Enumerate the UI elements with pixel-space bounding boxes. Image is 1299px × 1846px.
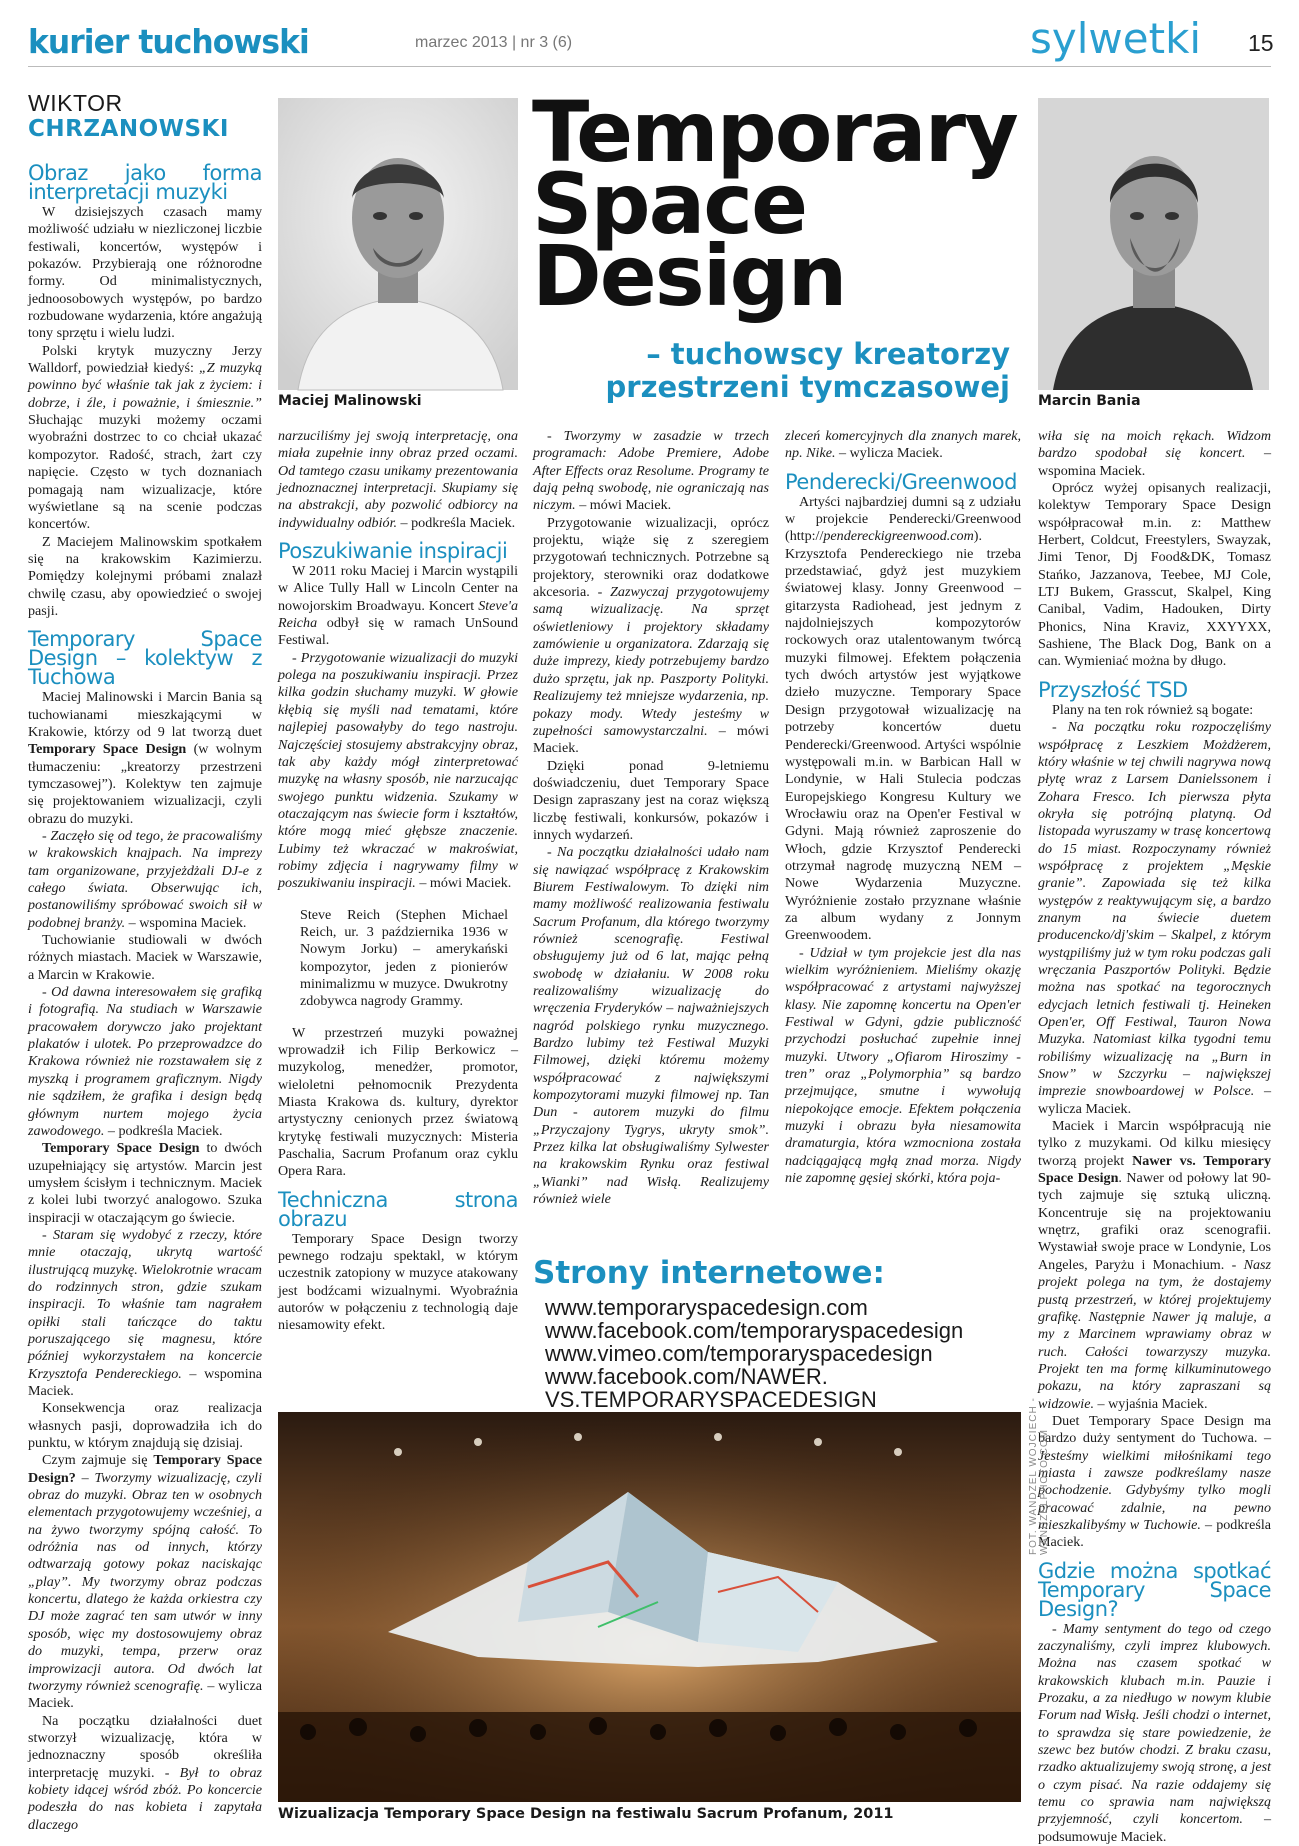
subheading-kolektyw: Temporary Space Design – kolektyw z Tuchowa <box>28 627 262 690</box>
paragraph: Duet Temporary Space Design ma bardzo duży sentyment do Tuchowa. – Jesteśmy wielkimi miłośnikami tego miasta i zawsze podkreślamy nasze pochodzenie. Gdybyśmy tylko mogli pracować zdalnie, na pewno mieszkalibyśmy w Tuchowie. – podkreśla Maciek. <box>1038 1412 1271 1551</box>
masthead-logo: kurier tuchowski <box>28 22 309 61</box>
column-4 <box>785 428 1021 1233</box>
paragraph: - Na początku działalności udało nam się nawiązać współpracę z Krakowskim Biurem Festiwalowym. To dzięki nim mamy możliwość realizowania festiwalu Sacrum Profanum, dla którego tworzymy również scenografię. Festiwal obsługujemy już od 6 lat, mając pełną swobodę w działaniu. W 2008 roku realizowaliśmy wizualizację do wręczenia Fryderyków – najważniejszych nagród polskiego rynku muzycznego. Bardzo lubimy też Festiwal Muzyki Filmowej, dzięki któremu możemy współpracować z największymi kompozytorami muzyki filmowej np. Tan Dun - autorem muzyki do filmu „Przyczajony Tygrys, ukryty smok”. Przez kilka lat obsługiwaliśmy Sylwester na krakowskim Rynku oraz festiwal „Wianki” nad Wisłą. Realizujemy również wiele <box>533 844 769 1208</box>
paragraph: Temporary Space Design tworzy pewnego rodzaju spektakl, w którym uczestnik zatopiony w muzyce atakowany jest bodźcami wizualnymi. Wyobraźnia autorów w połączeniu z technologią daje niesamowity efekt. <box>278 1230 518 1334</box>
paragraph: Maciej Malinowski i Marcin Bania są tuchowianami mieszkającymi w Krakowie, którzy od 9 lat tworzą duet Temporary Space Design (w wolnym tłumaczeniu: „kreatorzy przestrzeni tymczasowej”). Kolektyw ten zajmuje się projektowaniem wizualizacji, czyli obrazu do muzyki. <box>28 689 262 827</box>
portrait-caption-left: Maciej Malinowski <box>278 393 422 409</box>
paragraph: Oprócz wyżej opisanych realizacji, kolektyw Temporary Space Design współpracował m.in. z: Matthew Herbert, Coldcut, Freestylers, Swayzak, Jimi Tenor, Dj Food&DK, Tomasz Stańko, Jazzanova, Teebee, MJ Cole, LTJ Bukem, Grasscut, Skalpel, King Canibal, Vadim, Hadouken, Dirty Phonics, Nina Kraviz, XXYYXX, Sashiene, The Black Dog, Bank on a can. Wymieniać można by długo. <box>1038 480 1271 670</box>
concert-caption: Wizualizacja Temporary Space Design na festiwalu Sacrum Profanum, 2011 <box>278 1806 894 1822</box>
article-title <box>532 83 1017 325</box>
title-line-3: Design <box>532 227 846 325</box>
paragraph: - Na początku roku rozpoczęliśmy współpracę z Leszkiem Możdżerem, który właśnie w tej chwili nagrywa nową płytę wraz z Larsem Danielssonem i Zohara Fresco. Ich pierwsza płyta okryła się potrójną platyną. Od listopada wyruszamy w trasę koncertową do 15 miast. Rozpoczynamy również współpracę z projektem „Męskie granie”. Zapowiada się też kilka występów z reaktywującym się, a bardzo znanym na świecie duetem producencko/dj'skim – Skalpel, z którym wystąpiliśmy już w tym roku podczas gali wręczania Paszportów Polityki. Będzie można nas spotkać na tegorocznych edycjach letnich festiwali tj. Heineken Open'er, Off Festiwal, Tauron Nowa Muzyka. Natomiast kilka tygodni temu robiliśmy wizualizację na „Burn in Snow” w Szczyrku – największej imprezie snowboardowej w Polsce. – wylicza Maciek. <box>1038 719 1271 1117</box>
paragraph: Maciek i Marcin współpracują nie tylko z muzykami. Od kilku miesięcy tworzą projekt Nawer vs. Temporary Space Design. Nawer od połowy lat 90-tych zajmuje się sztuką uliczną. Koncentruje się na projektowaniu wnętrz, grafiki oraz scenografii. Wystawiał swoje prace w Londynie, Los Angeles, Paryżu i Monachium. - Nasz projekt polega na tym, że dostajemy pustą przestrzeń, w której projektujemy grafikę. Następnie Nawer ją maluje, a my z Marcinem wprawiamy obraz w ruch. Całości towarzyszy muzyka. Projekt ten ma formę kilkuminutowego pokazu, na który zapraszani są widzowie. – wyjaśnia Maciek. <box>1038 1118 1272 1412</box>
paragraph: wiła się na moich rękach. Widzom bardzo spodobał się koncert. – wspomina Maciek. <box>1038 428 1271 479</box>
issue-info: marzec 2013 | nr 3 (6) <box>415 34 573 51</box>
header-rule <box>28 66 1271 67</box>
paragraph: Czym zajmuje się Temporary Space Design? – Tworzymy wizualizację, czyli obraz do muzyki. Obraz ten w osobnych elementach przygotowujemy wcześniej, a na żywo tworzymy spójną całość. To odróżnia nas od innych, którzy odtwarzają gotowy pokaz naciskając „play”. My tworzymy obraz podczas koncertu, dlatego że każda orkiestra czy DJ może zagrać ten sam utwór w inny sposób, więc my dostosowujemy obraz do muzyki, tempa, przerw oraz improwizacji autora. Od dwóch lat tworzymy również scenografię. – wylicza Maciek. <box>28 1452 262 1712</box>
paragraph: Konsekwencja oraz realizacja własnych pasji, doprowadziła ich do punktu, w którym znajdują się dzisiaj. <box>28 1400 262 1452</box>
concert-photo <box>278 1412 1021 1802</box>
subheading-obraz: Obraz jako forma interpretacji muzyki <box>28 161 262 204</box>
author-last-name: CHRZANOWSKI <box>28 116 229 142</box>
paragraph: W dzisiejszych czasach mamy możliwość udziału w niezliczonej liczbie festiwali, koncertów, występów i pokazów. Przybierają one różnorodne formy. Od minimalistycznych, jednoosobowych występów, po bardzo rozbudowane wydarzenia, które angażują tony sprzętu i wielu ludzi. <box>28 204 262 342</box>
links-heading: Strony internetowe: <box>533 1255 885 1291</box>
portrait-maciej-malinowski <box>278 98 518 390</box>
column-1 <box>28 158 263 1833</box>
links-list <box>545 1296 963 1411</box>
paragraph: - Zaczęło się od tego, że pracowaliśmy w krakowskich knajpach. Na imprezy tam organizowane, przyjeżdżali DJ-e z całego świata. Obserwując ich, postanowiliśmy spróbować swoich sił w podobnej branży. – wspomina Maciek. <box>28 828 262 931</box>
paragraph: - Staram się wydobyć z rzeczy, które mnie otaczają, ukrytą wartość ilustrującą muzykę. Wielokrotnie wracam do rodzinnych stron, gdzie szukam inspiracji. To właśnie tam nagrałem opiłki stali tańczące do taktu poruszającego się magnesu, które później wykorzystałem na koncercie Krzysztofa Pendereckiego. – wspomina Maciek. <box>28 1226 262 1399</box>
link-vimeo[interactable]: www.vimeo.com/temporaryspacedesign <box>545 1341 933 1366</box>
paragraph: Artyści najbardziej dumni są z udziału w projekcie Penderecki/Greenwood (http://pendereckigreenwood.com). Krzysztofa Pendereckiego nie trzeba przedstawiać, gdyż jest muzykiem światowej klasy. Jonny Greenwood – gitarzysta Radiohead, jest jednym z najdolniejszych kompozytorów rockowych oraz utalentowanym twórcą muzyki filmowej. Efektem połączenia tych dwóch artystów jest wyjątkowe dzieło muzyczne. Temporary Space Design przygotował wizualizację na potrzeby koncertów duetu Penderecki/Greenwood. Artyści wspólnie występowali m.in. w Barbican Hall w Londynie, w Hali Stulecia podczas Europejskiego Kongresu Kultury we Wrocławiu oraz na Open'er Festival w Gdyni. Mają również zaproszenie do Włoch, gdzie Krzysztof Penderecki otrzymał nagrodę muzyczną NEM – Nowe Wydarzenia Muzyczne. Wyróżnienie zostało przyznane właśnie za album wydany z Jonnym Greenwoodem. <box>785 493 1021 944</box>
subheading-inspiracji: Poszukiwanie inspiracji <box>278 539 508 564</box>
paragraph: Na początku działalności duet stworzył wizualizację, która w jednoznaczny sposób określiła interpretację muzyki. - Był to obraz kobiety idącej wśród zbóż. Po koncercie podeszła do nas kobieta i zapytała dlaczego <box>28 1712 263 1833</box>
paragraph: W przestrzeń muzyki poważnej wprowadził ich Filip Berkowicz – muzykolog, menedżer, promotor, wieloletni pełnomocnik Prezydenta Miasta Krakowa ds. kultury, dyrektor artystyczny cenionych przez światową krytykę festiwali muzycznych: Misteria Paschalia, Sacrum Profanum oraz cyklu Opera Rara. <box>278 1024 518 1180</box>
paragraph: Dzięki ponad 9-letniemu doświadczeniu, duet Temporary Space Design zapraszany jest na coraz większą liczbę festiwali, konkursów, pokazów i innych wydarzeń. <box>533 757 769 843</box>
paragraph: - Od dawna interesowałem się grafiką i fotografią. Na studiach w Warszawie pracowałem dorywczo jako projektant plakatów i ulotek. Po przeprowadzce do Krakowa również nie rozstawałem się z myszką i programem graficznym. Nigdy nie sądziłem, że grafika i design będą głównym nurtem mojego życia zawodowego. – podkreśla Maciek. <box>28 984 262 1139</box>
link-facebook[interactable]: www.facebook.com/temporaryspacedesign <box>545 1318 964 1343</box>
paragraph: zleceń komercyjnych dla znanych marek, np. Nike. – wylicza Maciek. <box>785 428 1021 462</box>
subheading-techniczna: Techniczna strona obrazu <box>278 1187 518 1231</box>
subheading-penderecki: Penderecki/Greenwood <box>785 469 1017 494</box>
paragraph: Polski krytyk muzyczny Jerzy Walldorf, powiedział kiedyś: „Z muzyką powinno być właśnie tak jak z życiem: i dobrze, i źle, i poważnie, i śmiesznie.” Słuchając muzyki możemy oczami wyobraźni dostrzec to co chciał ukazać kompozytor. Radość, strach, żart czy napięcie. Często w tych doznaniach pomagają nam wizualizacje, które wyświetlane są na scenie podczas koncertów. <box>28 342 262 533</box>
paragraph: - Mamy sentyment do tego od czego zaczynaliśmy, czyli imprez klubowych. Można nas czasem spotkać w krakowskich klubach m.in. Pauzie i Prozaku, a za niedługo w nowym klubie Forum nad Wisłą. Jeśli chodzi o internet, to sprawdza się stare powiedzenie, że szewc bez butów chodzi. Z braku czasu, rzadko aktualizujemy swoją stronę, a jest o czym pisać. Na razie oddajemy się temu co sprawia nam największą przyjemność, czyli koncertom. – podsumowuje Maciek. <box>1038 1620 1271 1845</box>
paragraph: - Tworzymy w zasadzie w trzech programach: Adobe Premiere, Adobe After Effects oraz Resolume. Programy te dają pełną swobodę, nie ograniczają nas niczym. – mówi Maciek. <box>533 428 769 514</box>
subheading-gdzie: Gdzie można spotkać Temporary Space Design? <box>1038 1558 1271 1621</box>
portrait-caption-right: Marcin Bania <box>1038 393 1141 409</box>
paragraph: Przygotowanie wizualizacji, oprócz projektu, wiąże się z szeregiem przygotowań technicznych. Potrzebne są projektory, sterowniki oraz dodatkowe akcesoria. - Zazwyczaj przygotowujemy samą wizualizację. Na sprzęt oświetleniowy i projektory składamy zamówienie u organizatora. Zdarzają się duże imprezy, kiedy potrzebujemy bardzo dużo sprzętu, jak np. Paszporty Polityki. Realizujemy też mniejsze wydarzenia, np. pokazy mody. Wtedy jesteśmy w zupełności samowystarczalni. – mówi Maciek. <box>533 514 769 757</box>
link-website[interactable]: www.temporaryspacedesign.com <box>545 1295 868 1320</box>
link-facebook-nawer-cont[interactable]: VS.TEMPORARYSPACEDESIGN <box>545 1387 877 1412</box>
column-5 <box>1038 428 1272 1845</box>
paragraph: - Przygotowanie wizualizacji do muzyki polega na poszukiwaniu inspiracji. Przez kilka godzin słuchamy muzyki. W głowie kłębią się myśli nad tematami, które najlepiej pasowałyby do tego nastroju. Najczęściej stosujemy abstrakcyjny obraz, tak aby każdy mógł zinterpretować muzykę na własny sposób, nie narzucając swojego punktu widzenia. Szukamy w otaczającym nas świecie form i kształtów, które mogą mieć głębsze znaczenie. Lubimy też wkraczać w makroświat, robimy zdjęcia i nagrywamy filmy w poszukiwaniu inspiracji. – mówi Maciek. <box>278 649 518 892</box>
paragraph: W 2011 roku Maciej i Marcin wystąpili w Alice Tully Hall w Lincoln Center na nowojorskim Broadwayu. Koncert Steve'a Reicha odbył się w ramach UnSound Festiwal. <box>278 563 518 649</box>
page-number: 15 <box>1248 30 1274 56</box>
paragraph: narzuciliśmy jej swoją interpretację, ona miała zupełnie inny obraz przed oczami. Od tamtego czasu unikamy prezentowania jednoznacznej interpretacji. Skupiamy się na abstrakcji, aby pozwolić odbiorcy na indywidualny odbiór. – podkreśla Maciek. <box>278 428 518 531</box>
column-2 <box>278 428 518 1334</box>
link-facebook-nawer[interactable]: www.facebook.com/NAWER. <box>545 1364 828 1389</box>
paragraph: Tuchowianie studiowali w dwóch różnych miastach. Maciek w Warszawie, a Marcin w Krakowie. <box>28 932 262 983</box>
paragraph: Temporary Space Design to dwóch uzupełniający się artystów. Marcin jest umysłem ścisłym i technicznym. Maciek z kolei lubi tworzyć analogowo. Szuka inspiracji w otaczającym go świecie. <box>28 1140 262 1226</box>
paragraph: - Udział w tym projekcie jest dla nas wielkim wyróżnieniem. Mieliśmy okazję współpracować z artystami najwyższej klasy. Nie zapomnę koncertu na Open'er Festiwal w Gdyni, gdzie publiczność przychodzi posłuchać zupełnie innej muzyki. Utwory „Ofiarom Hiroszimy - tren” oraz „Polymorphia” są bardzo przejmujące, smutne i wywołują niepokojące emocje. Efektem połączenia muzyki i obrazu była niesamowita dramaturgia, która wzmocniona została nadciągającą mgłą znad morza. Nigdy nie zapomnę gęsiej skórki, która poja- <box>785 944 1021 1187</box>
author-first-name: WIKTOR <box>28 90 123 116</box>
article-subtitle: – tuchowscy kreatorzy przestrzeni tymczasowej <box>605 337 1010 404</box>
photo-credit: FOT. WANDZEL WOJCIECH - WANDZELPHOTO.COM <box>1028 1397 1050 1555</box>
steve-reich-note: Steve Reich (Stephen Michael Reich, ur. 3 października 1936 w Nowym Jorku) – amerykański kompozytor, jeden z pionierów minimalizmu w muzyce. Dwukrotny zdobywca nagrody Grammy. <box>300 906 508 1010</box>
subheading-przyszlosc: Przyszłość TSD <box>1038 677 1188 702</box>
section-title: sylwetki <box>1030 14 1202 63</box>
portrait-marcin-bania <box>1038 98 1269 390</box>
paragraph: Plany na ten rok również są bogate: <box>1052 701 1254 718</box>
column-3 <box>533 428 769 1233</box>
title-line-1: Temporary <box>532 83 1017 181</box>
title-line-2: Space <box>532 155 807 253</box>
paragraph: Z Maciejem Malinowskim spotkałem się na krakowskim Kazimierzu. Pomiędzy kolejnymi próbami znalazł chwilę czasu, aby opowiedzieć o swojej pasji. <box>28 533 262 619</box>
